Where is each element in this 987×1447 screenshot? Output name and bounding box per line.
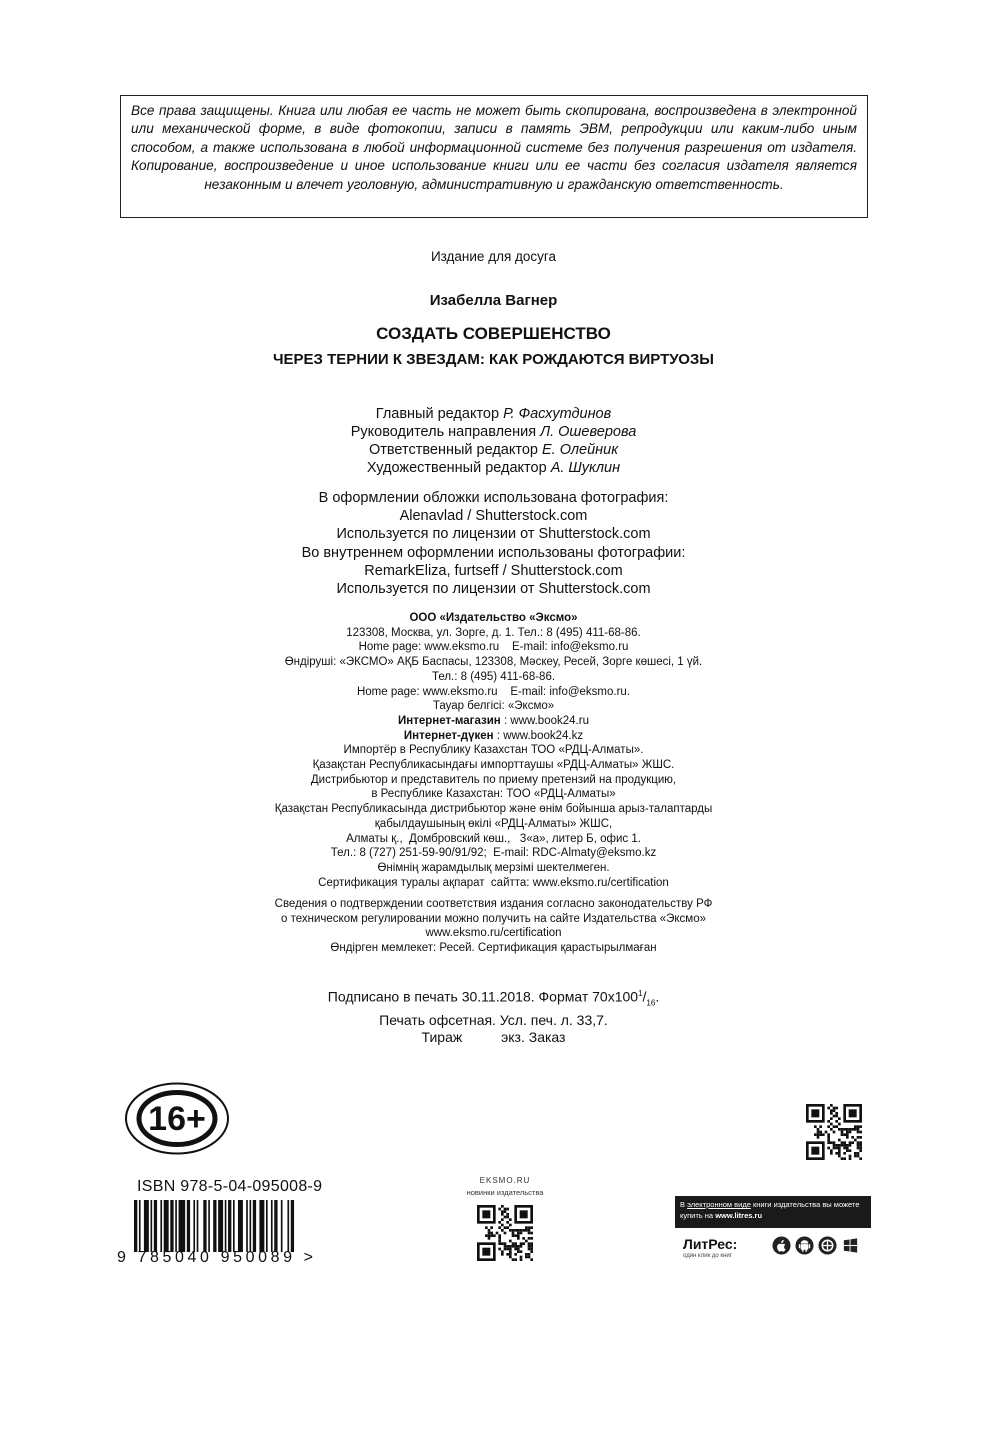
book-subtitle: ЧЕРЕЗ ТЕРНИИ К ЗВЕЗДАМ: КАК РОЖДАЮТСЯ ВИРТУОЗЫ	[273, 351, 714, 368]
barcode-digits: 9 785040 950089 >	[117, 1249, 317, 1266]
certification-line: о техническом регулировании можно получить на сайте Издательства «Эксмо»	[281, 912, 706, 925]
certification-info	[0, 897, 987, 956]
publisher-line: Тел.: 8 (495) 411-68-86.	[431, 670, 556, 683]
photo-credits	[0, 489, 987, 598]
windows-icon	[841, 1236, 860, 1255]
staff-role: Художественный редактор	[366, 460, 547, 476]
staff-role: Главный редактор	[375, 406, 500, 422]
online-shop-kz-url: : www.book24.kz	[493, 729, 584, 742]
certification-line: Өндірген мемлекет: Ресей. Сертификация қарастырылмаған	[330, 942, 657, 955]
litres-logo: ЛитРес:	[683, 1236, 738, 1252]
staff-line	[0, 441, 987, 459]
publisher-line: Дистрибьютор и представитель по приему претензий на продукцию,	[310, 773, 677, 786]
photo-credit-line: Используется по лицензии от Shutterstock.com	[336, 526, 651, 543]
online-shop-kz	[0, 729, 987, 744]
print-signed: Подписано в печать 30.11.2018. Формат 70x100	[327, 988, 639, 1005]
android-icon	[795, 1236, 814, 1255]
photo-credit-line: Alenavlad / Shutterstock.com	[399, 508, 588, 525]
staff-name: Л. Ошеверова	[540, 424, 637, 440]
copyright-notice-text: Все права защищены. Книга или любая ее часть не может быть скопирована, воспроизведена в электронной или механической форме, в виде фотокопии, записи в память ЭВМ, репродукции или каким-либо иным способом, а также использована в любой информационной системе без получения разрешения от издателя. Копирование, воспроизведение и иное использование книги или ее части без согласия издателя является незаконным и влечет уголовную, административную и гражданскую ответственность.	[131, 103, 857, 192]
staff-name: А. Шуклин	[550, 460, 621, 476]
author-name: Изабелла Вагнер	[429, 292, 558, 309]
copyright-notice-box	[120, 95, 868, 218]
print-info	[0, 985, 987, 1047]
litres-site: www.litres.ru	[715, 1211, 763, 1220]
format-numerator: 1	[638, 989, 643, 998]
publisher-line: Алматы қ., Домбровский көш., 3«а», литер Б, офис 1.	[346, 832, 641, 845]
publisher-line: Өндіруші: «ЭКСМО» АҚБ Баспасы, 123308, Мәскеу, Ресей, Зорге көшесі, 1 үй.	[284, 656, 703, 669]
photo-credit-line: RemarkEliza, furtseff / Shutterstock.com	[364, 562, 623, 579]
print-run-line: Тираж экз. Заказ	[421, 1029, 566, 1046]
eksmo-qr-code-icon	[477, 1205, 533, 1261]
eksmo-qr-block	[458, 1176, 552, 1266]
online-shop-url: : www.book24.ru	[500, 714, 589, 727]
print-offset-line: Печать офсетная. Усл. печ. л. 33,7.	[379, 1011, 608, 1028]
online-shop-label: Интернет-магазин	[398, 714, 501, 727]
litres-notice-pre: В	[680, 1200, 688, 1209]
online-shop-kz-label: Интернет-дүкен	[403, 729, 494, 742]
staff-line	[0, 423, 987, 441]
staff-name: Е. Олейник	[542, 442, 619, 458]
staff-name: Р. Фасхутдинов	[503, 406, 612, 422]
eksmo-site: EKSMO.RU	[479, 1176, 531, 1185]
staff-role: Руководитель направления	[350, 424, 537, 440]
litres-slogan: один клик до книг	[683, 1253, 732, 1259]
photo-credit-line: Во внутреннем оформлении использованы фотографии:	[301, 544, 686, 561]
photo-credit-line: В оформлении обложки использована фотография:	[318, 490, 669, 506]
eksmo-caption: новинки издательства	[466, 1188, 544, 1197]
publisher-line: Импортёр в Республику Казахстан ТОО «РДЦ-Алматы».	[343, 744, 644, 757]
publisher-line: в Республике Казахстан: ТОО «РДЦ-Алматы»	[371, 788, 616, 801]
book24-qr-code-icon	[796, 1098, 876, 1168]
litres-notice-link: электронном виде	[687, 1200, 751, 1209]
publisher-line: Home page: www.eksmo.ru E-mail: info@eksmo.ru	[358, 641, 629, 654]
isbn-number: ISBN 978-5-04-095008-9	[137, 1178, 323, 1195]
certification-line: www.eksmo.ru/certification	[425, 927, 562, 940]
age-rating-badge	[124, 1082, 230, 1155]
apple-icon	[772, 1236, 791, 1255]
litres-banner	[675, 1196, 871, 1260]
certification-line: Сведения о подтверждении соответствия издания согласно законодательству РФ	[274, 898, 713, 910]
staff-role: Ответственный редактор	[368, 442, 538, 458]
book-title: СОЗДАТЬ СОВЕРШЕНСТВО	[376, 324, 611, 343]
litres-notice-mid: книги издательства вы можете	[750, 1200, 860, 1209]
publisher-line: Қазақстан Республикасындағы импорттаушы «РДЦ-Алматы» ЖШС.	[312, 759, 675, 772]
litres-logo-row	[675, 1228, 871, 1260]
photo-credit-line: Используется по лицензии от Shutterstock.com	[336, 581, 651, 598]
platform-icons	[772, 1236, 860, 1255]
publisher-name: ООО «Издательство «Эксмо»	[409, 612, 578, 624]
staff-line	[0, 405, 987, 423]
publisher-line: Сертификация туралы ақпарат сайтта: www.eksmo.ru/certification	[318, 876, 669, 889]
publisher-line: Home page: www.eksmo.ru E-mail: info@eksmo.ru.	[356, 685, 631, 698]
publisher-line: қабылдаушының өкілі «РДЦ-Алматы» ЖШС,	[374, 817, 613, 830]
publisher-line: Тел.: 8 (727) 251-59-90/91/92; E-mail: RDC-Almaty@eksmo.kz	[330, 847, 657, 860]
publisher-line: Қазақстан Республикасында дистрибьютор және өнім бойынша арыз-талаптарды	[274, 803, 713, 816]
edition-type: Издание для досуга	[430, 249, 557, 264]
online-shop	[0, 714, 987, 729]
age-rating-text: 16+	[148, 1100, 206, 1138]
publisher-info	[0, 611, 987, 890]
barcode	[134, 1200, 334, 1252]
format-denominator: 16	[646, 998, 656, 1008]
publisher-line: Өнімнің жарамдылық мерзімі шектелмеген.	[377, 861, 610, 874]
litres-notice	[675, 1196, 871, 1228]
staff-line	[0, 459, 987, 477]
litres-notice-line2: купить на	[680, 1211, 716, 1220]
editorial-staff	[0, 405, 987, 477]
windows-phone-icon	[818, 1236, 837, 1255]
publisher-line: 123308, Москва, ул. Зорге, д. 1. Тел.: 8 (495) 411-68-86.	[346, 626, 641, 639]
publisher-line: Тауар белгісі: «Эксмо»	[432, 700, 555, 713]
print-signed-line: Подписано в печать 30.11.2018. Формат $70x100^1/_{16}$.	[327, 988, 660, 1008]
